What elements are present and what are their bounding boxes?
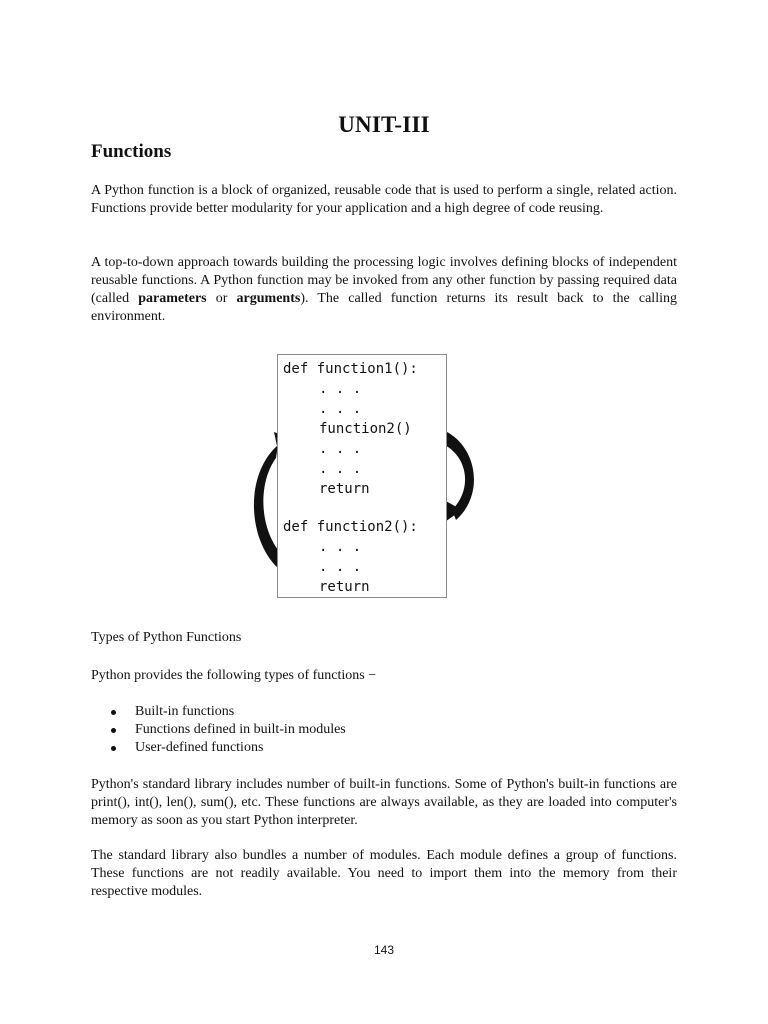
code-line-ellipsis: . . . (319, 461, 362, 477)
code-line-ellipsis: . . . (319, 401, 362, 417)
intro-paragraph-2 (91, 254, 677, 326)
list-item-label: Built-in functions (135, 704, 235, 719)
list-item (111, 703, 346, 721)
modules-paragraph: The standard library also bundles a number of modules. Each module defines a group of functions. These functions are not readily available. You need to import them into the memory from their respective modules. (91, 848, 677, 899)
bullet-icon (111, 728, 116, 733)
code-line-return: return (319, 579, 370, 595)
builtin-paragraph: Python's standard library includes number of built-in functions. Some of Python's built-in functions are print(), int(), len(), sum(), etc. These functions are always available, as they are loaded into computer's memory as soon as you start Python interpreter. (91, 777, 677, 828)
code-line-return: return (319, 481, 370, 497)
list-item (111, 739, 346, 757)
code-line-ellipsis: . . . (319, 441, 362, 457)
list-item (111, 721, 346, 739)
types-heading: Types of Python Functions (91, 630, 242, 645)
types-list (111, 703, 346, 757)
para2-bold-arguments: arguments (236, 291, 301, 306)
list-item-label: Functions defined in built-in modules (135, 722, 346, 737)
code-line-ellipsis: . . . (319, 381, 362, 397)
intro-paragraph-1: A Python function is a block of organized, reusable code that is used to perform a single, related action. Functions provide better modularity for your application and a high degree of code reusing. (91, 183, 677, 216)
types-intro: Python provides the following types of functions − (91, 668, 377, 683)
unit-title: UNIT-III (338, 112, 430, 137)
code-box (277, 354, 447, 598)
page-number: 143 (373, 943, 395, 957)
bullet-icon (111, 746, 116, 751)
para2-bold-parameters: parameters (138, 291, 207, 306)
code-line-call-function2: function2() (319, 421, 412, 437)
code-line-def2: def function2(): (283, 519, 418, 535)
code-line-ellipsis: . . . (319, 559, 362, 575)
function-call-diagram (240, 350, 480, 604)
code-line-def1: def function1(): (283, 361, 418, 377)
para2-text-end: ). The called function returns its result back to the calling environment. (91, 291, 677, 324)
para2-text-start: A top-to-down approach towards building the processing logic involves defining blocks of independent reusable functions. A Python function may be invoked from any other function by passing required data (called (91, 255, 677, 306)
bullet-icon (111, 710, 116, 715)
list-item-label: User-defined functions (135, 740, 264, 755)
code-line-ellipsis: . . . (319, 539, 362, 555)
para2-text-mid: or (206, 291, 237, 306)
section-title: Functions (91, 141, 172, 162)
